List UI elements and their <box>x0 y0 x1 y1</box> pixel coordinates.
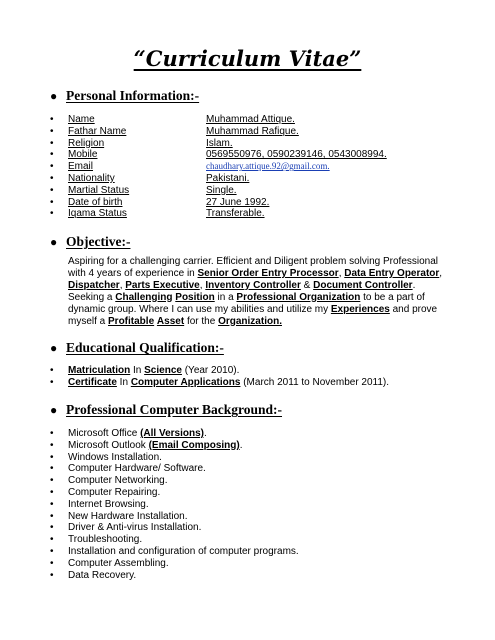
skill-item-outlook: • Microsoft Outlook (Email Composing). <box>50 439 243 451</box>
computer-background-heading: ● Professional Computer Background:- <box>50 402 283 417</box>
education-item: • Certificate In Computer Applications (March 2011 to November 2011). <box>50 376 390 388</box>
bullet-icon: • <box>50 196 54 208</box>
skill-item: • Driver & Anti-virus Installation. <box>50 522 202 534</box>
bullet-icon: ● <box>50 402 58 417</box>
info-row-dob: • Date of birth 27 June 1992. <box>50 196 270 208</box>
bullet-icon: • <box>50 522 54 534</box>
bullet-icon: • <box>50 534 54 546</box>
objective-heading: ● Objective:- <box>50 234 131 249</box>
info-row-marital: • Martial Status Single. <box>50 184 237 196</box>
bullet-icon: ● <box>50 340 58 355</box>
skill-item: • Internet Browsing. <box>50 498 149 510</box>
skill-item: • Computer Assembling. <box>50 557 169 569</box>
personal-info-heading: ● Personal Information:- <box>50 88 200 103</box>
bullet-icon: • <box>50 463 54 475</box>
skill-item: • New Hardware Installation. <box>50 510 188 522</box>
info-row-father: • Fathar Name Muhammad Rafique. <box>50 125 299 137</box>
bullet-icon: • <box>50 161 54 173</box>
skill-item: • Computer Hardware/ Software. <box>50 463 206 475</box>
skill-item: • Data Recovery. <box>50 569 137 581</box>
info-row-religion: • Religion Islam. <box>50 137 233 149</box>
skill-item: • Windows Installation. <box>50 451 162 463</box>
bullet-icon: • <box>50 439 54 451</box>
cv-title: “Curriculum Vitae” <box>133 46 362 71</box>
skill-item: • Computer Networking. <box>50 475 168 487</box>
bullet-icon: • <box>50 208 54 220</box>
skill-item-office: • Microsoft Office (All Versions). <box>50 428 207 439</box>
objective-paragraph: Aspiring for a challenging carrier. Efficient and Diligent problem solving Professional with 4 years of experience in Senior Order Entry Processor, Data Entry Operator, Dispatcher, Parts Executive, Inventory Controller & Document Controller. Seeking a Challenging Position in a Professional Organization to be a part of dynamic group. Where I can use my abilities and utilize my Experiences and prove myself a Profitable Asset for the Organization. <box>68 256 443 327</box>
education-list <box>50 365 389 389</box>
bullet-icon: • <box>50 137 54 149</box>
info-row-nationality: • Nationality Pakistani. <box>50 172 250 184</box>
bullet-icon: • <box>50 125 54 137</box>
info-row-email: • Email chaudhary.attique.92@gmail.com. <box>50 161 330 173</box>
email-link[interactable]: chaudhary.attique.92@gmail.com. <box>206 161 330 172</box>
info-row-iqama: • Iqama Status Transferable. <box>50 208 265 220</box>
education-heading: ● Educational Qualification:- <box>50 340 224 355</box>
education-item: • Matriculation In Science (Year 2010). <box>50 365 240 376</box>
bullet-icon: • <box>50 498 54 510</box>
bullet-icon: • <box>50 172 54 184</box>
bullet-icon: • <box>50 149 54 161</box>
bullet-icon: ● <box>50 234 58 249</box>
skill-item: • Troubleshooting. <box>50 534 143 546</box>
bullet-icon: • <box>50 114 54 125</box>
info-row-mobile: • Mobile 0569550976, 0590239146, 0543008994. <box>50 149 387 161</box>
bullet-icon: • <box>50 557 54 569</box>
bullet-icon: • <box>50 184 54 196</box>
bullet-icon: ● <box>50 88 58 103</box>
bullet-icon: • <box>50 545 54 557</box>
bullet-icon: • <box>50 376 54 388</box>
computer-skills-list <box>50 428 299 581</box>
bullet-icon: • <box>50 365 54 376</box>
bullet-icon: • <box>50 475 54 487</box>
bullet-icon: • <box>50 451 54 463</box>
bullet-icon: • <box>50 486 54 498</box>
skill-item: • Installation and configuration of computer programs. <box>50 545 299 557</box>
info-row-name: • Name Muhammad Attique. <box>50 114 295 125</box>
bullet-icon: • <box>50 510 54 522</box>
skill-item: • Computer Repairing. <box>50 486 161 498</box>
bullet-icon: • <box>50 428 54 439</box>
personal-info-list <box>50 114 387 220</box>
bullet-icon: • <box>50 569 54 581</box>
